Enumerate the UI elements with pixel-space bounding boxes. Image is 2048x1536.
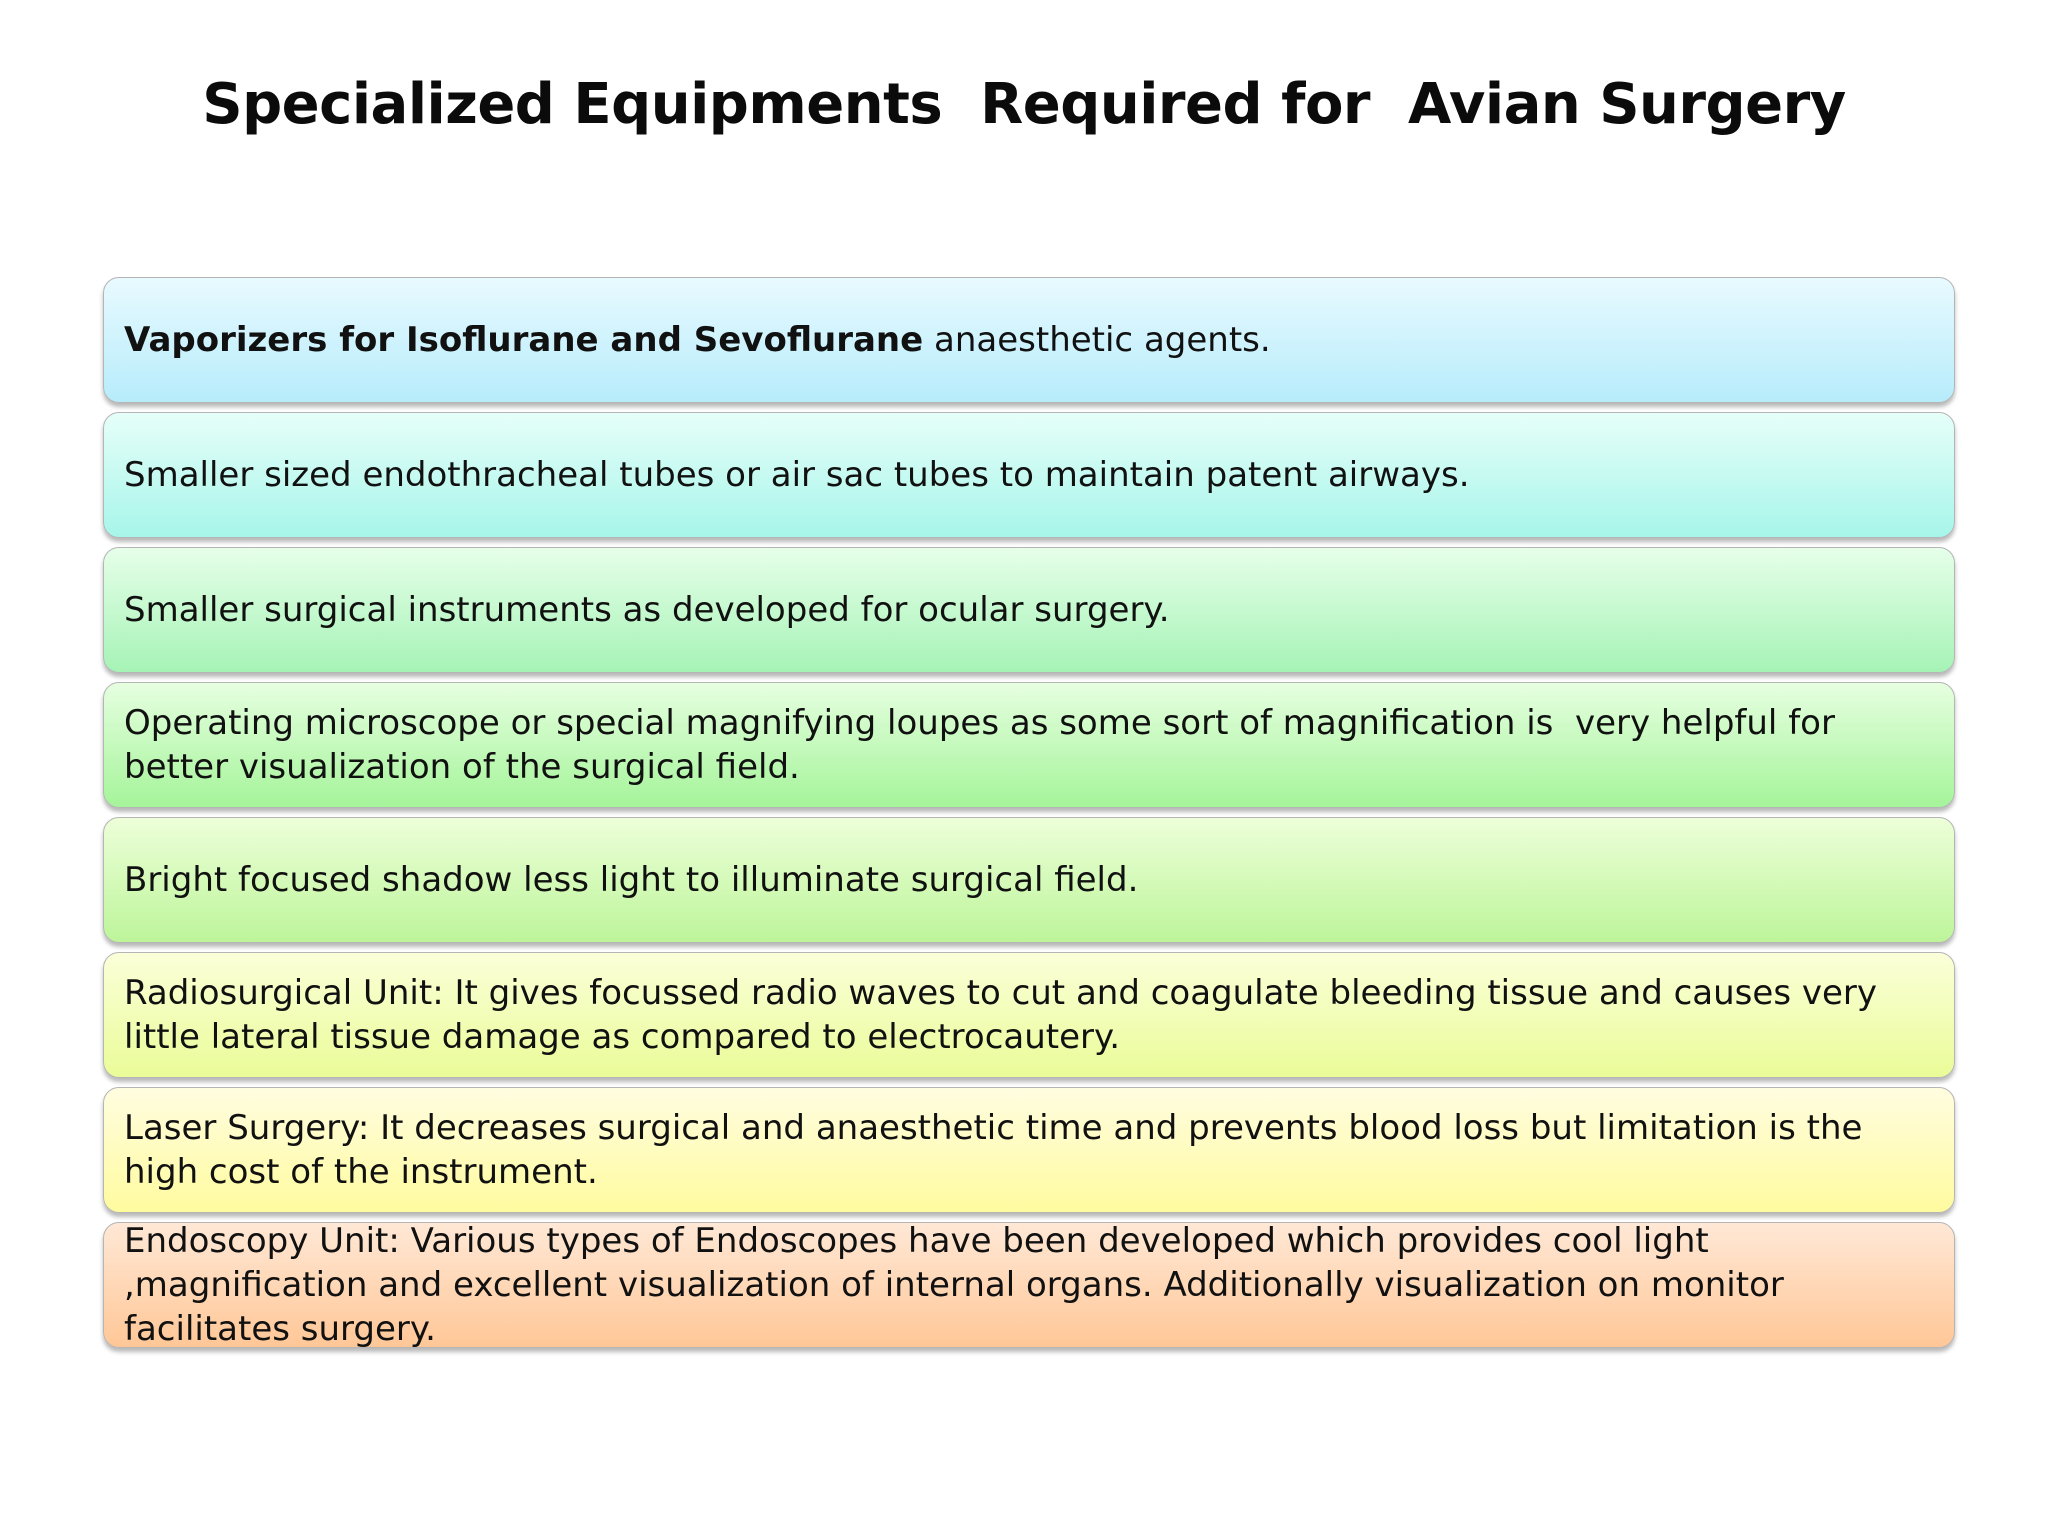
equipment-item-text	[124, 318, 1271, 362]
equipment-item-tubes	[103, 412, 1955, 538]
slide-title: Specialized Equipments Required for Avian Surgery	[202, 72, 1846, 137]
equipment-item-text: Smaller sized endothracheal tubes or air sac tubes to maintain patent airways.	[124, 455, 1470, 495]
equipment-item-text: Bright focused shadow less light to illuminate surgical field.	[124, 860, 1139, 900]
equipment-item-vaporizers	[103, 277, 1955, 403]
equipment-item-microscope	[103, 682, 1955, 808]
equipment-item-body: anaesthetic agents.	[923, 320, 1271, 360]
equipment-item-text: Endoscopy Unit: Various types of Endoscopes have been developed which provides cool light ,magnification and excellent visualization of internal organs. Additionally visualization on monitor facilitates surgery.	[124, 1221, 1795, 1349]
equipment-item-lead: Vaporizers for Isoflurane and Sevoflurane	[124, 320, 924, 360]
equipment-list	[103, 277, 1955, 1357]
equipment-item-radiosurgical	[103, 952, 1955, 1078]
equipment-item-text: Smaller surgical instruments as developed for ocular surgery.	[124, 590, 1170, 630]
equipment-item-text: Operating microscope or special magnifying loupes as some sort of magnification is very helpful for better visualization of the surgical field.	[124, 703, 1846, 787]
equipment-item-text: Laser Surgery: It decreases surgical and anaesthetic time and prevents blood loss but limitation is the high cost of the instrument.	[124, 1108, 1874, 1192]
equipment-item-laser	[103, 1087, 1955, 1213]
equipment-item-endoscopy	[103, 1222, 1955, 1348]
equipment-item-light	[103, 817, 1955, 943]
equipment-item-instruments	[103, 547, 1955, 673]
equipment-item-text: Radiosurgical Unit: It gives focussed radio waves to cut and coagulate bleeding tissue and causes very little lateral tissue damage as compared to electrocautery.	[124, 973, 1888, 1057]
